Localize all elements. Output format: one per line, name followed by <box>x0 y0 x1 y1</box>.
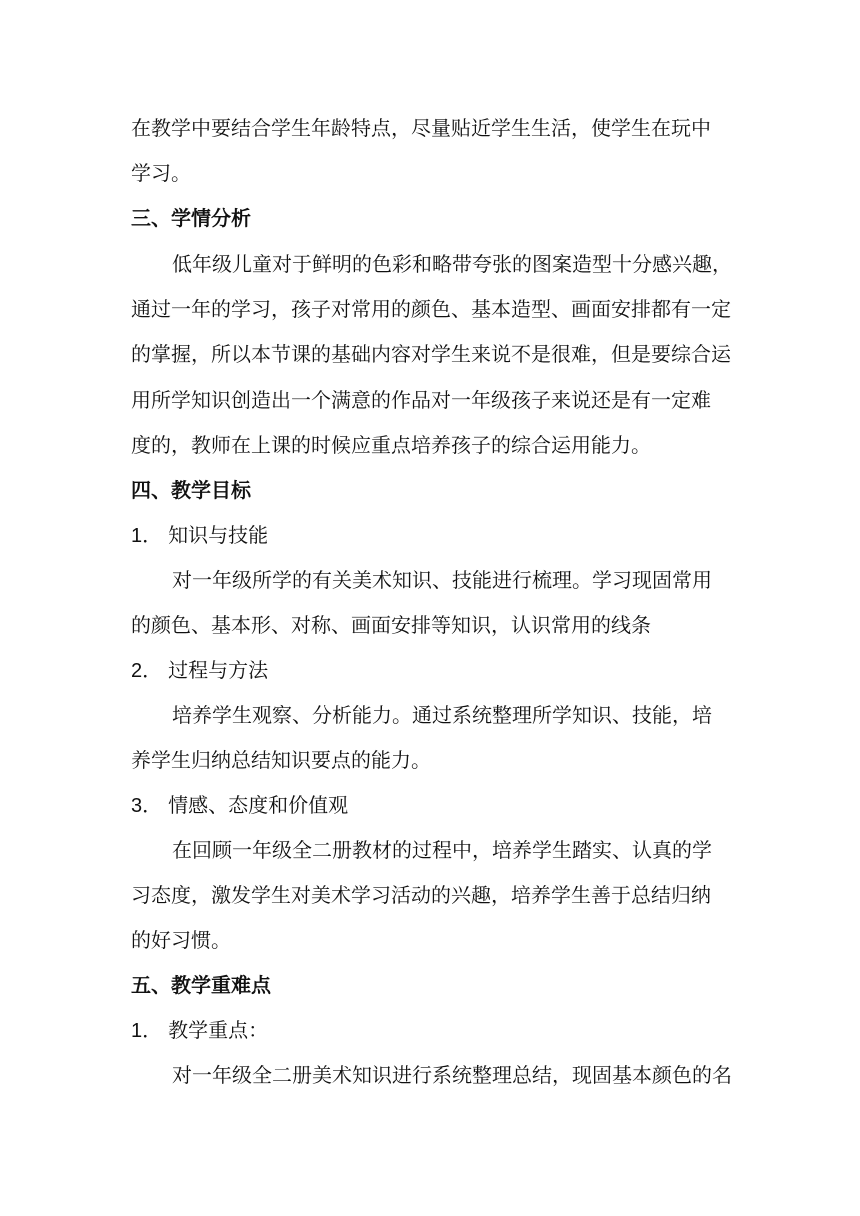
section-4-heading: 四、教学目标 <box>131 478 251 502</box>
objective-2-line-1: 培养学生观察、分析能力。通过系统整理所学知识、技能，培 <box>172 703 712 727</box>
objective-1-label: 知识与技能 <box>168 523 269 547</box>
objective-3-line-1: 在回顾一年级全二册教材的过程中，培养学生踏实、认真的学 <box>172 838 712 862</box>
intro-line-1: 在教学中要结合学生年龄特点，尽量贴近学生生活，使学生在玩中 <box>131 116 711 140</box>
objective-3-label: 情感、态度和价值观 <box>168 793 349 817</box>
section-3-heading: 三、学情分析 <box>131 206 251 230</box>
objective-1-number: 1． <box>131 525 163 547</box>
section-3-line-1: 低年级儿童对于鲜明的色彩和略带夸张的图案造型十分感兴趣， <box>172 252 732 276</box>
key-point-1-line-1: 对一年级全二册美术知识进行系统整理总结，现固基本颜色的名 <box>172 1063 732 1087</box>
objective-3-title <box>131 792 348 819</box>
section-3-line-2: 通过一年的学习，孩子对常用的颜色、基本造型、画面安排都有一定 <box>131 297 731 321</box>
key-point-1-label: 教学重点： <box>168 1018 269 1042</box>
objective-2-line-2: 养学生归纳总结知识要点的能力。 <box>131 748 431 772</box>
section-5-heading: 五、教学重难点 <box>131 973 271 997</box>
section-3-line-3: 的掌握，所以本节课的基础内容对学生来说不是很难，但是要综合运 <box>131 342 731 366</box>
objective-1-line-2: 的颜色、基本形、对称、画面安排等知识，认识常用的线条 <box>131 613 651 637</box>
key-point-1-number: 1． <box>131 1020 163 1042</box>
objective-2-label: 过程与方法 <box>168 658 269 682</box>
intro-line-2: 学习。 <box>131 161 191 185</box>
section-3-line-5: 度的，教师在上课的时候应重点培养孩子的综合运用能力。 <box>131 433 651 457</box>
section-3-line-4: 用所学知识创造出一个满意的作品对一年级孩子来说还是有一定难 <box>131 388 711 412</box>
objective-3-line-2: 习态度，激发学生对美术学习活动的兴趣，培养学生善于总结归纳 <box>131 883 711 907</box>
objective-2-number: 2． <box>131 660 163 682</box>
objective-3-line-3: 的好习惯。 <box>131 928 231 952</box>
key-point-1-title <box>131 1017 268 1044</box>
objective-2-title <box>131 657 268 684</box>
objective-1-line-1: 对一年级所学的有关美术知识、技能进行梳理。学习现固常用 <box>172 568 712 592</box>
objective-3-number: 3． <box>131 795 163 817</box>
objective-1-title <box>131 522 268 549</box>
